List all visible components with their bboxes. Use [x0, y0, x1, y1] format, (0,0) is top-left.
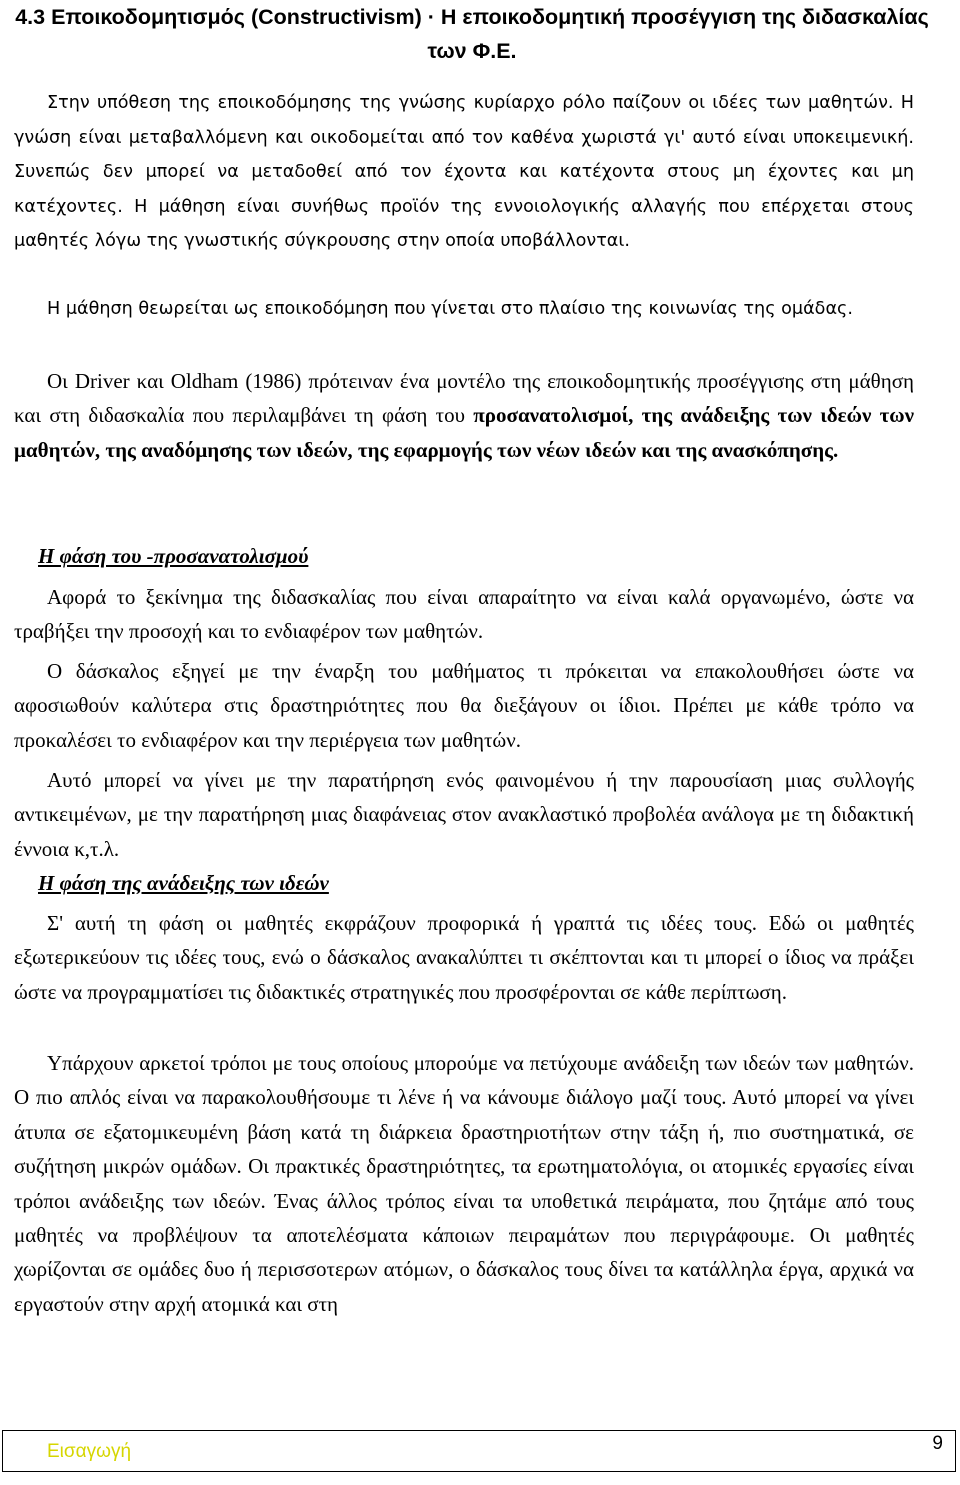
orientation-paragraph-3: Αυτό μπορεί να γίνει με την παρατήρηση ενός φαινομένου ή την παρουσίαση μιας συλλογής αντικειμένων, με την παρατήρηση μιας διαφάνειας στον ανακλαστικό προβολέα ανάλογα με τη διδακτική έννοια κ,τ.λ. [14, 768, 914, 861]
driver-paragraph-text: Οι Driver και Oldham (1986) πρότειναν ένα μοντέλο της εποικοδομητικής προσέγγισης στη μάθηση και στη διδασκαλία που περιλαμβάνει τη φάση του [14, 369, 914, 428]
elicitation-phase-title [38, 871, 329, 896]
driver-oldham-paragraph [14, 364, 914, 467]
intro-paragraph-1: Στην υπόθεση της εποικοδόμησης της γνώσης κυρίαρχο ρόλο παίζουν οι ιδέες των μαθητών. Η γνώση είναι μεταβαλλόμενη και οικοδομείται από τον καθένα χωριστά γι' αυτό είναι υποκειμενική. Συνεπώς δεν μπορεί να μεταδοθεί από τον έχοντα και κατέχοντα στους μη έχοντες και μη κατέχοντες. Η μάθηση είναι συνήθως προϊόν της εννοιολογικής αλλαγής που επέρχεται στους μαθητές λόγω της γνωστικής σύγκρουσης στην οποία υποβάλλονται. [14, 93, 914, 252]
driver-paragraph-bold-phases: προσανατολισμοί, της ανάδειξης των ιδεών των μαθητών, της αναδόμησης των ιδεών, της εφαρμογής των νέων ιδεών και της ανασκόπησης. [14, 403, 915, 462]
elicitation-paragraph-2: Υπάρχουν αρκετοί τρόποι με τους οποίους μπορούμε να πετύχουμε ανάδειξη των ιδεών των μαθητών. Ο πιο απλός είναι να παρακολουθήσουμε τι λένε ή να κάνουμε διάλογο μαζί τους. Αυτό μπορεί να γίνει άτυπα σε εξατομικευμένη βάση κατά τη διάρκεια δραστηριοτήτων στην τάξη ή, πιο συστηματικά, σε συζήτηση μικρών ομάδων. Οι πρακτικές δραστηριότητες, τα ερωτηματολόγια, οι ατομικές εργασίες είναι τρόποι ανάδειξης των ιδεών. Ένας άλλος τρόπος είναι τα υποθετικά πειράματα, που ζητάμε από τους μαθητές να προβλέψουν τα αποτελέσματα κάποιων πειραμάτων που περιγράφουμε. Οι μαθητές χωρίζονται σε ομάδες δυο ή περισσοτερων ατόμων, ο δάσκαλος τους δίνει τα κατάλληλα έργα, αρχικά να εργαστούν στην αρχή ατομικά και στη [14, 1051, 914, 1316]
orientation-paragraph-2: Ο δάσκαλος εξηγεί με την έναρξη του μαθήματος τι πρόκειται να επακολουθήσει ώστε να αφοσιωθούν καλύτερα στις δραστηριότητες που θα διεξάγουν οι ίδιοι. Πρέπει με κάθε τρόπο να προκαλέσει το ενδιαφέρον και την περιέργεια των μαθητών. [14, 659, 914, 752]
elicitation-phase-title-text: Η φάση της ανάδειξης των ιδεών [38, 871, 329, 895]
elicitation-paragraph-1: Σ' αυτή τη φάση οι μαθητές εκφράζουν προφορικά ή γραπτά τις ιδέες τους. Εδώ οι μαθητές εξωτερικεύουν τις ιδέες τους, ενώ ο δάσκαλος ανακαλύπτει τι σκέπτονται και τι μπορεί ο ίδιος να πράξει ώστε να προγραμματίσει τις διδακτικές στρατηγικές που προσφέρονται σε κάθε περίπτωση. [14, 911, 914, 1004]
page-footer [2, 1430, 956, 1472]
section-heading: 4.3 Εποικοδομητισμός (Constructivism) · Η εποικοδομητική προσέγγιση της διδασκαλίας των Φ.Ε. [15, 5, 929, 63]
footer-section-label: Εισαγωγή [47, 1441, 132, 1462]
orientation-phase-title-text: Η φάση του -προσανατολισμού [38, 544, 309, 568]
intro-paragraph-2: Η μάθηση θεωρείται ως εποικοδόμηση που γίνεται στο πλαίσιο της κοινωνίας της ομάδας. [47, 299, 853, 319]
orientation-phase-title [38, 544, 308, 569]
page-number: 9 [932, 1433, 943, 1454]
orientation-paragraph-1: Αφορά το ξεκίνημα της διδασκαλίας που είναι απαραίτητο να είναι καλά οργανωμένο, ώστε να τραβήξει την προσοχή και το ενδιαφέρον των μαθητών. [14, 585, 914, 644]
